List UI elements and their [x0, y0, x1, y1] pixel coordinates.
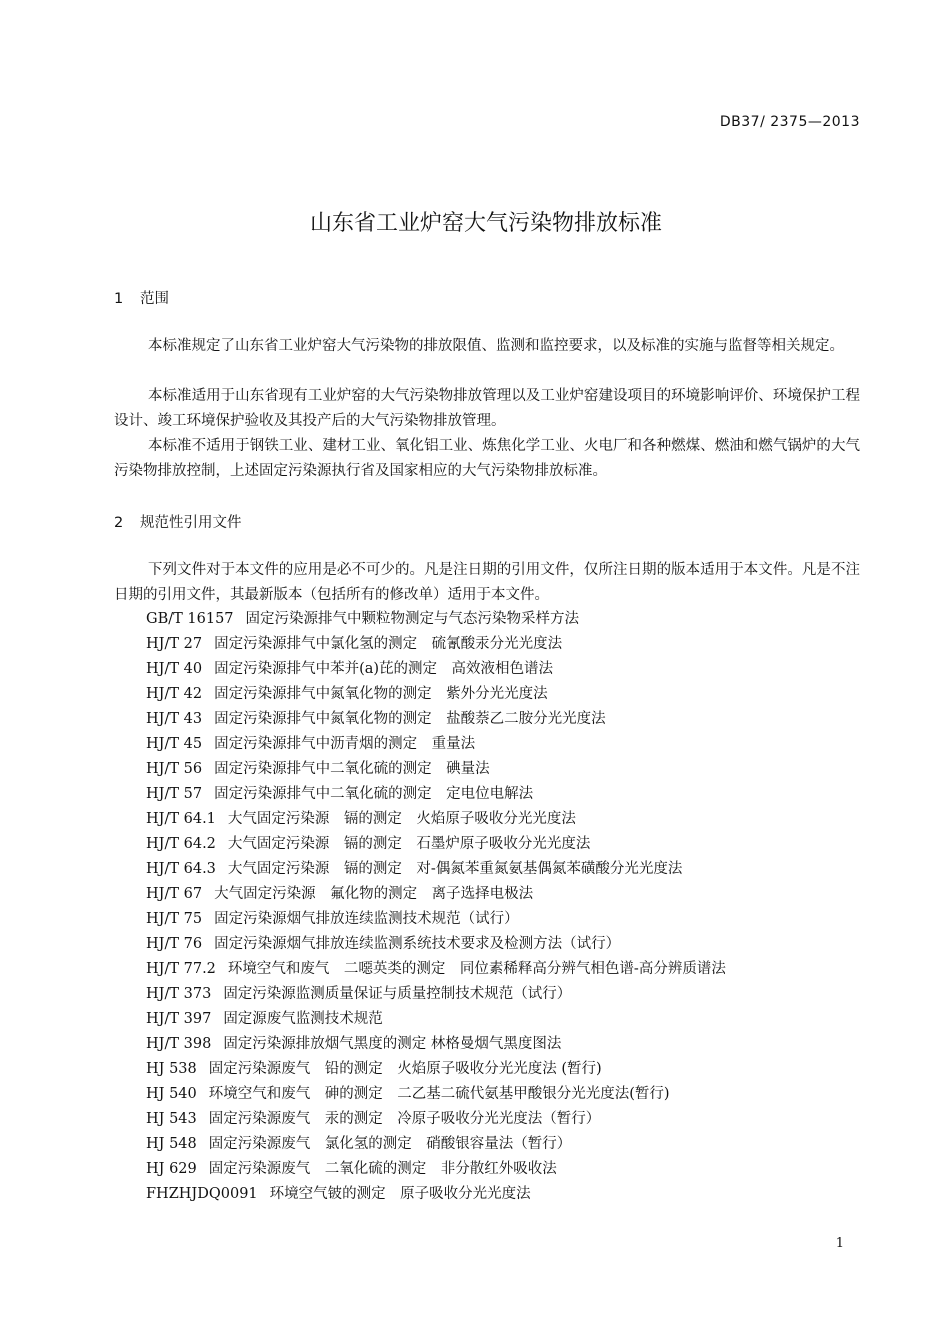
- reference-title: 固定污染源排气中氮氧化物的测定 盐酸萘乙二胺分光光度法: [214, 711, 606, 727]
- reference-title: 固定源废气监测技术规范: [223, 1011, 383, 1027]
- reference-title: 固定污染源监测质量保证与质量控制技术规范（试行）: [223, 986, 572, 1002]
- reference-title: 固定污染源烟气排放连续监测技术规范（试行）: [214, 911, 519, 927]
- reference-code: HJ/T 43: [146, 711, 203, 727]
- reference-code: HJ/T 57: [146, 786, 203, 802]
- reference-item: [146, 982, 726, 1007]
- reference-title: 固定污染源排气中二氧化硫的测定 定电位电解法: [214, 786, 534, 802]
- reference-code: HJ/T 75: [146, 911, 203, 927]
- reference-title: 固定污染源排气中沥青烟的测定 重量法: [214, 736, 476, 752]
- reference-code: HJ/T 76: [146, 936, 203, 952]
- reference-code: HJ 629: [146, 1161, 197, 1177]
- reference-code: HJ/T 56: [146, 761, 203, 777]
- reference-title: 环境空气和废气 二噁英类的测定 同位素稀释高分辨气相色谱-高分辨质谱法: [227, 961, 726, 977]
- reference-item: [146, 1057, 726, 1082]
- reference-code: HJ 543: [146, 1111, 197, 1127]
- reference-title: 大气固定污染源 镉的测定 石墨炉原子吸收分光光度法: [227, 836, 591, 852]
- document-title: 山东省工业炉窑大气污染物排放标准: [309, 211, 662, 236]
- reference-code: HJ/T 64.2: [146, 836, 216, 852]
- reference-code: HJ/T 40: [146, 661, 203, 677]
- reference-title: 大气固定污染源 氟化物的测定 离子选择电极法: [214, 886, 534, 902]
- reference-code: HJ/T 45: [146, 736, 203, 752]
- reference-list: [146, 607, 726, 1207]
- document-code: DB37/ 2375—2013: [719, 114, 860, 130]
- reference-code: HJ/T 77.2: [146, 961, 216, 977]
- reference-title: 固定污染源废气 铅的测定 火焰原子吸收分光光度法 (暂行): [208, 1061, 602, 1077]
- reference-item: [146, 1032, 726, 1057]
- section-2-title: 规范性引用文件: [140, 515, 242, 531]
- section-1-paragraph-1: 本标准规定了山东省工业炉窑大气污染物的排放限值、监测和监控要求，以及标准的实施与监督等相关规定。: [148, 338, 844, 354]
- reference-item: [146, 682, 726, 707]
- reference-item: [146, 782, 726, 807]
- reference-code: HJ/T 397: [146, 1011, 212, 1027]
- section-1-number: 1: [114, 291, 124, 307]
- reference-code: HJ/T 27: [146, 636, 203, 652]
- reference-title: 固定污染源废气 氯化氢的测定 硝酸银容量法（暂行）: [208, 1136, 572, 1152]
- reference-title: 固定污染源排气中二氧化硫的测定 碘量法: [214, 761, 490, 777]
- reference-code: HJ 548: [146, 1136, 197, 1152]
- reference-title: 固定污染源排气中氯化氢的测定 硫氰酸汞分光光度法: [214, 636, 563, 652]
- reference-title: 环境空气和废气 砷的测定 二乙基二硫代氨基甲酸银分光光度法(暂行): [208, 1086, 670, 1102]
- reference-item: [146, 907, 726, 932]
- reference-code: HJ 538: [146, 1061, 197, 1077]
- section-1-paragraph-3: 本标准不适用于钢铁工业、建材工业、氧化铝工业、炼焦化学工业、火电厂和各种燃煤、燃油和燃气锅炉的大气污染物排放控制，上述固定污染源执行省及国家相应的大气污染物排放标准。: [114, 438, 860, 479]
- reference-item: [146, 882, 726, 907]
- reference-code: FHZHJDQ0091: [146, 1186, 258, 1202]
- reference-item: [146, 757, 726, 782]
- reference-item: [146, 732, 726, 757]
- reference-title: 大气固定污染源 镉的测定 对-偶氮苯重氮氨基偶氮苯磺酸分光光度法: [227, 861, 683, 877]
- reference-code: HJ/T 373: [146, 986, 212, 1002]
- reference-code: HJ/T 67: [146, 886, 203, 902]
- reference-title: 固定污染源废气 汞的测定 冷原子吸收分光光度法（暂行）: [208, 1111, 601, 1127]
- reference-item: [146, 707, 726, 732]
- reference-code: HJ/T 64.3: [146, 861, 216, 877]
- reference-code: HJ/T 398: [146, 1036, 212, 1052]
- reference-item: [146, 1007, 726, 1032]
- reference-title: 固定污染源废气 二氧化硫的测定 非分散红外吸收法: [208, 1161, 557, 1177]
- reference-item: [146, 1157, 726, 1182]
- section-2-intro: 下列文件对于本文件的应用是必不可少的。凡是注日期的引用文件，仅所注日期的版本适用于本文件。凡是不注日期的引用文件，其最新版本（包括所有的修改单）适用于本文件。: [114, 562, 860, 603]
- reference-item: [146, 1107, 726, 1132]
- section-1-paragraph-2: 本标准适用于山东省现有工业炉窑的大气污染物排放管理以及工业炉窑建设项目的环境影响评价、环境保护工程设计、竣工环境保护验收及其投产后的大气污染物排放管理。: [114, 388, 860, 429]
- section-1-title: 范围: [140, 291, 169, 307]
- reference-title: 环境空气铍的测定 原子吸收分光光度法: [269, 1186, 531, 1202]
- section-1-heading: [114, 287, 169, 308]
- reference-item: [146, 607, 726, 632]
- reference-item: [146, 957, 726, 982]
- reference-title: 固定污染源排放烟气黑度的测定 林格曼烟气黑度图法: [223, 1036, 562, 1052]
- reference-title: 大气固定污染源 镉的测定 火焰原子吸收分光光度法: [227, 811, 576, 827]
- reference-item: [146, 1132, 726, 1157]
- reference-item: [146, 657, 726, 682]
- reference-item: [146, 1182, 726, 1207]
- reference-item: [146, 1082, 726, 1107]
- reference-item: [146, 807, 726, 832]
- reference-code: HJ/T 64.1: [146, 811, 216, 827]
- reference-code: GB/T 16157: [146, 611, 234, 627]
- reference-code: HJ 540: [146, 1086, 197, 1102]
- reference-title: 固定污染源排气中颗粒物测定与气态污染物采样方法: [245, 611, 580, 627]
- reference-item: [146, 832, 726, 857]
- reference-title: 固定污染源排气中苯并(a)芘的测定 高效液相色谱法: [214, 661, 554, 677]
- section-2-number: 2: [114, 515, 124, 531]
- page-number: 1: [835, 1236, 844, 1251]
- reference-item: [146, 857, 726, 882]
- reference-item: [146, 932, 726, 957]
- reference-code: HJ/T 42: [146, 686, 203, 702]
- reference-title: 固定污染源排气中氮氧化物的测定 紫外分光光度法: [214, 686, 548, 702]
- reference-item: [146, 632, 726, 657]
- section-2-heading: [114, 511, 242, 532]
- reference-title: 固定污染源烟气排放连续监测系统技术要求及检测方法（试行）: [214, 936, 621, 952]
